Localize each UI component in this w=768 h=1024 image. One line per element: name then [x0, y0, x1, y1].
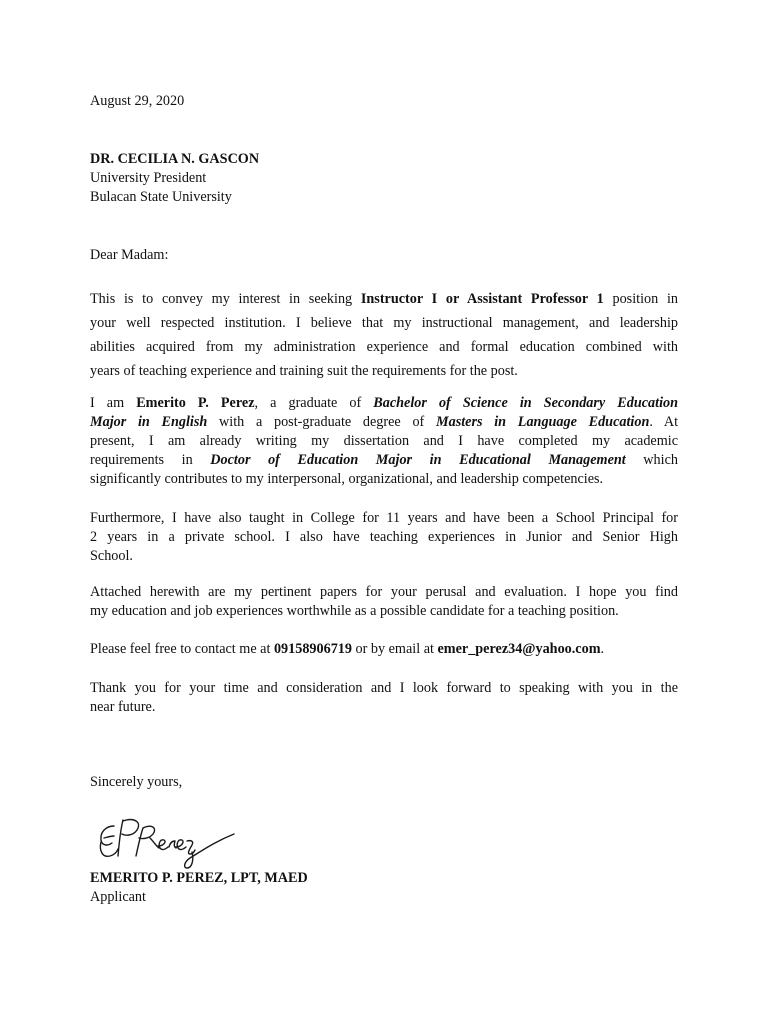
salutation — [90, 246, 678, 265]
paragraph-line: Attached herewith are my pertinent papers for your perusal and evaluation. I hope you find — [90, 584, 678, 600]
date-text: August 29, 2020 — [90, 93, 185, 109]
paragraph-thanks — [90, 679, 678, 717]
salutation-text: Dear Madam: — [90, 247, 169, 263]
paragraph-line: your well respected institution. I believe that my instructional management, and leadership — [90, 315, 678, 331]
paragraph-line: 2 years in a private school. I also have teaching experiences in Junior and Senior High — [90, 529, 678, 545]
recipient-name: DR. CECILIA N. GASCON — [90, 151, 260, 167]
paragraph-line: significantly contributes to my interpersonal, organizational, and leadership competencies. — [90, 471, 604, 487]
email-address: emer_perez34@yahoo.com — [437, 641, 601, 657]
paragraph-line: Thank you for your time and consideration and I look forward to speaking with you in the — [90, 680, 678, 696]
signer-name: EMERITO P. PEREZ, LPT, MAED — [90, 870, 308, 886]
paragraph-line: School. — [90, 548, 133, 564]
degree-doctorate: Doctor of Education Major in Educational Management — [210, 452, 626, 468]
paragraph-line: present, I am already writing my dissertation and I have completed my academic — [90, 433, 678, 449]
paragraph-line: Major in English with a post-graduate degree of Masters in Language Education. At — [90, 414, 679, 430]
paragraph-line: Furthermore, I have also taught in College for 11 years and have been a School Principal for — [90, 510, 678, 526]
applicant-name-inline: Emerito P. Perez — [136, 395, 255, 411]
paragraph-line: abilities acquired from my administration experience and formal education combined with — [90, 339, 678, 355]
paragraph-line: my education and job experiences worthwhile as a possible candidate for a teaching position. — [90, 603, 619, 619]
degree-bachelor: Bachelor of Science in Secondary Education — [373, 395, 678, 411]
paragraph-line: years of teaching experience and training suit the requirements for the post. — [90, 363, 518, 379]
paragraph-education — [90, 394, 678, 489]
closing-text: Sincerely yours, — [90, 774, 183, 790]
recipient-title: University President — [90, 170, 207, 186]
paragraph-line: requirements in Doctor of Education Major in Educational Management which — [90, 452, 678, 468]
paragraph-experience — [90, 509, 678, 566]
signer-role: Applicant — [90, 889, 146, 905]
degree-major: Major in English — [90, 414, 208, 430]
position-sought: Instructor I or Assistant Professor 1 — [360, 291, 604, 307]
letter-date — [90, 92, 678, 111]
paragraph-line: I am Emerito P. Perez, a graduate of Bachelor of Science in Secondary Education — [90, 395, 678, 411]
paragraph-line: This is to convey my interest in seeking Instructor I or Assistant Professor 1 position in — [90, 291, 678, 307]
recipient-block — [90, 150, 678, 207]
recipient-organization: Bulacan State University — [90, 189, 232, 205]
complimentary-close — [90, 773, 678, 792]
phone-number: 09158906719 — [273, 641, 352, 657]
signer-block — [90, 869, 678, 907]
paragraph-line: near future. — [90, 699, 156, 715]
paragraph-line: Please feel free to contact me at 09158906719 or by email at emer_perez34@yahoo.com. — [90, 641, 605, 657]
degree-masters: Masters in Language Education — [436, 414, 650, 430]
paragraph-interest — [90, 287, 678, 383]
paragraph-contact — [90, 640, 678, 659]
handwritten-signature — [92, 812, 242, 872]
paragraph-attachments — [90, 583, 678, 621]
